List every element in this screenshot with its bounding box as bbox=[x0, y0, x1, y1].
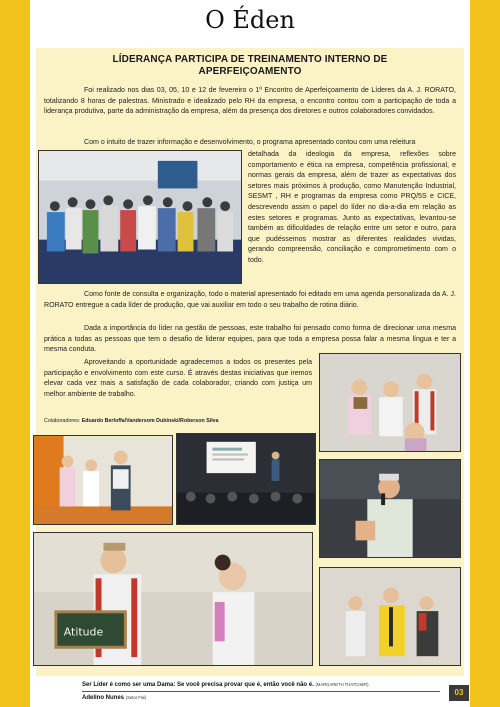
photo-clowns-1 bbox=[319, 353, 461, 452]
article-title-line-1: LÍDERANÇA PARTICIPA DE TREINAMENTO INTERNO DE bbox=[112, 54, 388, 65]
footer-author-name: Adelino Nunes bbox=[82, 695, 125, 701]
right-border-bar bbox=[470, 0, 500, 707]
paragraph-5: Aproveitando a oportunidade agradecemos a todos os presentes pela participação e envolvimento com este curso. É através destas iniciativas que iremos elevar cada vez mais a satisfação de cada colaborador, criando com justiça um melhor ambiente de trabalho. bbox=[44, 359, 312, 398]
paragraph-3: Como fonte de consulta e organização, todo o material apresentado foi editado em uma agenda personalizada da A. J. RORATO entregue a cada líder de produção, que vai auxiliar em todo o seu trabalho de rotina diário. bbox=[44, 291, 456, 309]
photo-clowns-attitude-board bbox=[33, 532, 313, 666]
footer bbox=[82, 682, 442, 701]
footer-author bbox=[82, 695, 442, 701]
footer-quote bbox=[82, 682, 442, 688]
footer-author-role: (Setor Flai) bbox=[125, 695, 147, 700]
article-panel bbox=[36, 48, 464, 676]
footer-quote-text: Ser Líder é como ser uma Dama: Se você precisa provar que é, então você não é. bbox=[82, 682, 314, 688]
photo-speaker-microphone bbox=[319, 459, 461, 558]
photo-clowns-3 bbox=[319, 567, 461, 666]
newsletter-title: O Éden bbox=[205, 6, 295, 34]
paragraph-1: Foi realizado nos dias 03, 05, 10 e 12 de fevereiro o 1º Encontro de Aperfeiçoamento de Líderes da A. J. RORATO, totalizando 8 horas de palestras. Ministrado e idealizado pelo RH da empresa, o encontro contou com a participação de toda a liderança produtiva, parte da administração da empresa, além da presença dos diretores e outros colaboradores convidados. bbox=[44, 87, 456, 116]
photo-presentation bbox=[176, 433, 316, 525]
photo-clowns-2 bbox=[33, 435, 173, 525]
paragraph-2-lead: Com o intuito de trazer informação e desenvolvimento, o programa apresentado contou com uma releitura bbox=[84, 139, 416, 146]
board-text: Atitude bbox=[63, 625, 104, 639]
photo-group-exercise bbox=[38, 150, 242, 284]
credits bbox=[44, 418, 219, 424]
masthead bbox=[30, 0, 470, 44]
footer-quote-author: (MARGARETH THATCHER) bbox=[315, 682, 369, 687]
article-title-line-2: APERFEIÇOAMENTO bbox=[198, 66, 302, 77]
credits-label: Colaboradores: bbox=[44, 418, 81, 424]
paragraph-4: Dada a importância do líder na gestão de pessoas, este trabalho foi pensado como forma de direcionar uma mesma prática a todas as pessoas que tem o desafio de liderar equipes, para que toda a empresa possa falar a mesma língua e ter a mesma conduta. bbox=[44, 325, 456, 354]
article-title bbox=[36, 54, 464, 78]
page-number: 03 bbox=[449, 685, 469, 701]
paragraph-2-wrap: detalhada da ideologia da empresa, reflexões sobre comportamento e ética na empresa, competência profissional, e normas gerais da empresa, além de trazer as expectativas dos setores mais próximos à produção, como Manutenção Industrial, SESMT , RH e programas da empresa como PRQ/5S e CICE, descrevendo assim o papel do líder no dia-a-dia em relação as estes setores e programas. Junto as expectativas, levantou-se também as dificuldades de relação entre um setor e outro, para que pudéssemos mostrar as diferentes realidades vividas, gerando compreensão, conciliação e comprometimento com o todo. bbox=[248, 151, 456, 264]
credits-names: Eduardo Berloffa/Vandersom Dubinski/Roberson Silva bbox=[81, 418, 219, 424]
left-border-bar bbox=[0, 0, 30, 707]
